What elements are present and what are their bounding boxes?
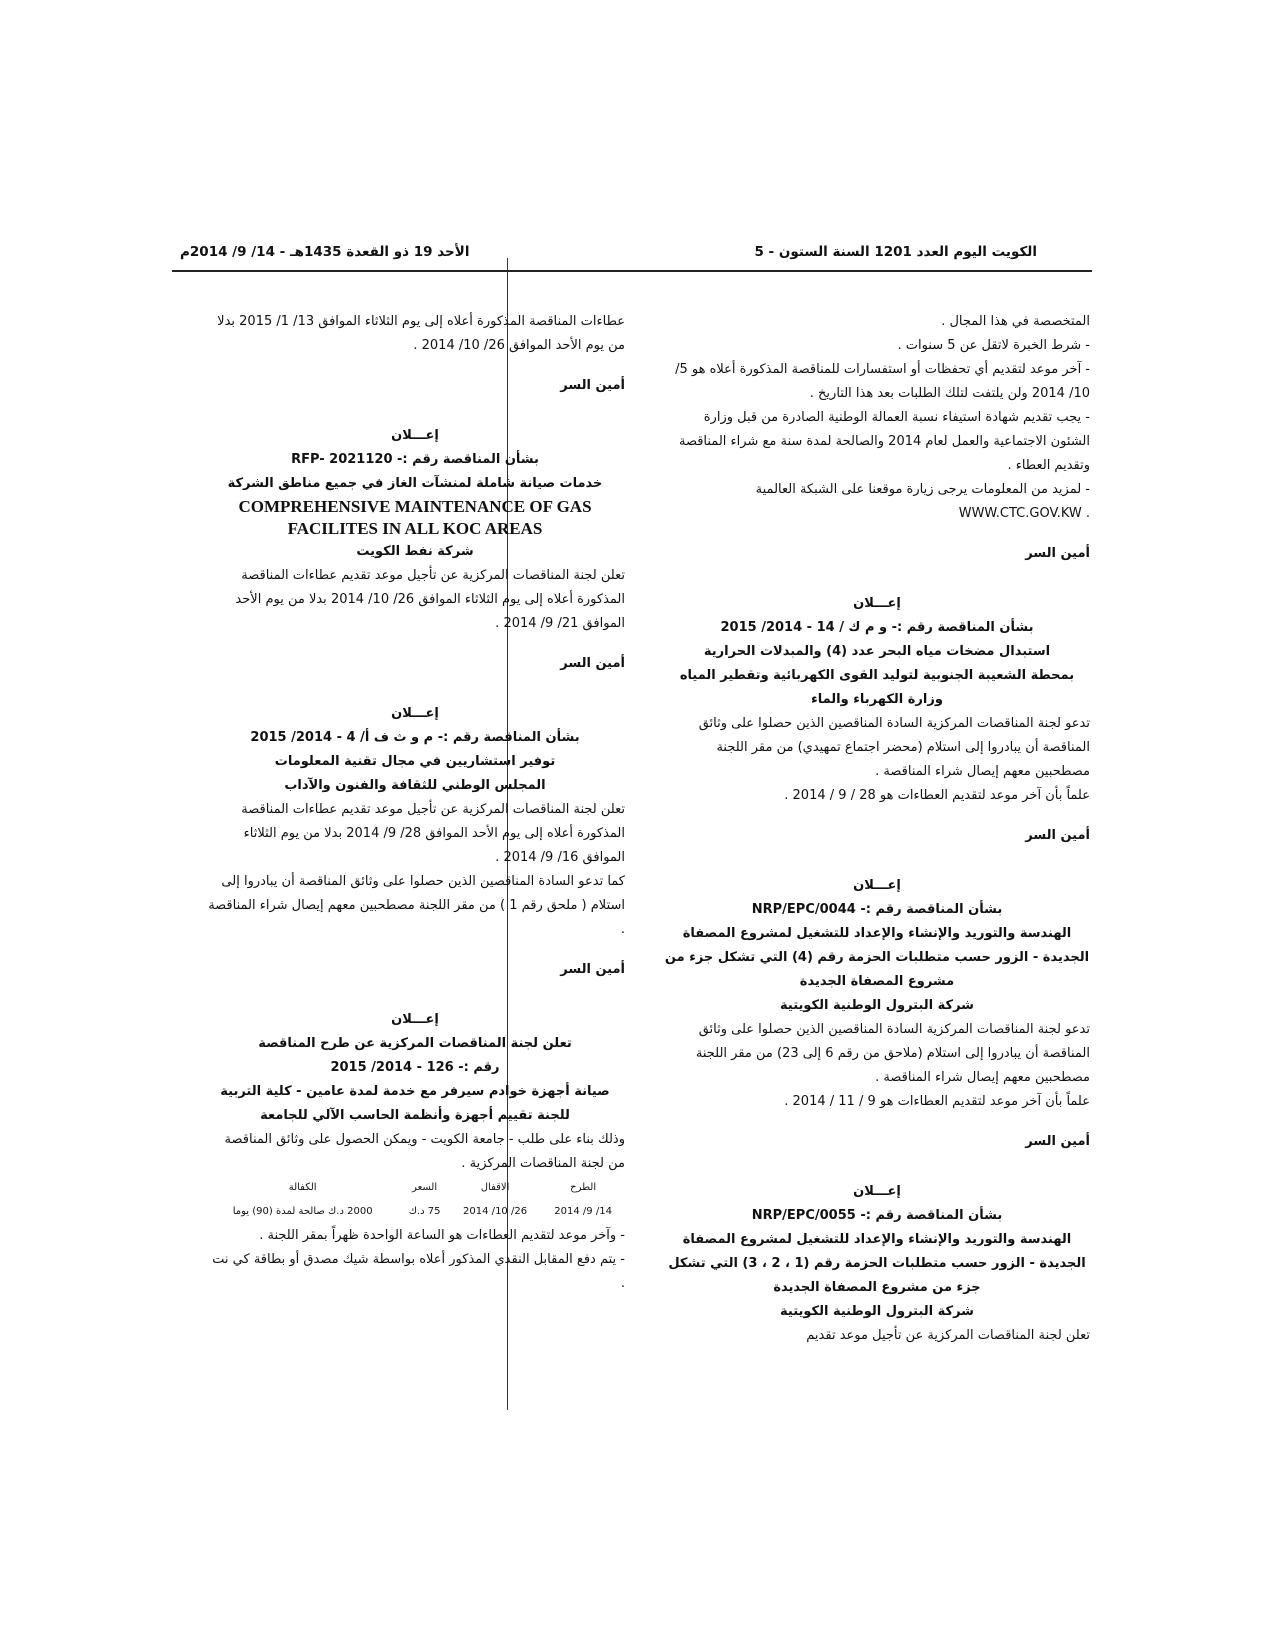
table-cell: 75 د.ك <box>408 1206 441 1217</box>
tender-reference: رقم :- 126 - 2014/ 2015 <box>330 1060 500 1075</box>
table-header: الكفالة <box>288 1182 317 1193</box>
table-row <box>205 1200 625 1224</box>
intro-line: - يجب تقديم شهادة استيفاء نسبة العمالة الوطنية الصادرة من قبل وزارة الشئون الاجتماعية والعمل لعام 2014 والصالحة لمدة سنة مع شراء المناقصة وتقديم العطاء . <box>678 410 1090 473</box>
tender-title: للجنة تقييم أجهزة وأنظمة الحاسب الآلي للجامعة <box>260 1108 570 1123</box>
intro-line: المتخصصة في هذا المجال . <box>941 314 1090 329</box>
website-link: WWW.CTC.GOV.KW . <box>958 506 1090 521</box>
tender-details-table <box>205 1176 625 1224</box>
tender-title-english: COMPREHENSIVE MAINTENANCE OF GAS <box>238 497 592 516</box>
announcement-note: - يتم دفع المقابل النقدي المذكور أعلاه بواسطة شيك مصدق أو بطاقة كي نت . <box>212 1252 625 1291</box>
table-header: الاقفال <box>480 1182 510 1193</box>
announcement-body: تدعو لجنة المناقصات المركزية السادة المناقصين الذين حصلوا على وثائق المناقصة أن يبادروا إلى استلام (محضر اجتماع تمهيدي) من مقر اللجنة مصطحبين معهم إيصال شراء المناقصة . <box>698 716 1090 779</box>
tender-title: استبدال مضخات مياه البحر عدد (4) والمبدلات الحرارية <box>703 644 1051 659</box>
intro-line: - آخر موعد لتقديم أي تحفظات أو استفسارات للمناقصة المذكورة أعلاه هو 5/ 10/ 2014 ولن يلتفت لتلك الطلبات بعد هذا التاريخ . <box>675 362 1090 401</box>
signature: أمين السر <box>1025 828 1090 843</box>
announcement-heading: إعـــلان <box>391 428 439 443</box>
intro-line: - لمزيد من المعلومات يرجى زيارة موقعنا على الشبكة العالمية <box>755 482 1090 497</box>
announcement <box>205 424 625 636</box>
tender-title: الهندسة والتوريد والإنشاء والإعداد للتشغيل لمشروع المصفاة الجديدة - الزور حسب متطلبات الحزمة رقم (4) التي تشكل جزء من مشروع المصفاة الجديدة <box>664 926 1090 989</box>
header-rule <box>172 270 1092 272</box>
signature: أمين السر <box>560 962 625 977</box>
tender-reference: بشأن المناقصة رقم :- NRP/EPC/0055 <box>751 1208 1003 1223</box>
announcement-heading: إعـــلان <box>853 1184 901 1199</box>
announcement <box>664 592 1090 808</box>
tender-entity: شركة البترول الوطنية الكويتية <box>780 1304 974 1319</box>
tender-title: توفير استشاريين في مجال تقنية المعلومات <box>274 754 556 769</box>
tender-reference: بشأن المناقصة رقم :- و م ك / 14 - 2014/ 2015 <box>720 620 1034 635</box>
announcement-heading: إعـــلان <box>391 706 439 721</box>
announcement-body: وذلك بناء على طلب - جامعة الكويت - ويمكن الحصول على وثائق المناقصة من لجنة المناقصات المركزية . <box>224 1132 625 1171</box>
tender-reference: بشأن المناقصة رقم :- م و ث ف أ/ 4 - 2014/ 2015 <box>250 730 580 745</box>
announcement-heading: إعـــلان <box>853 878 901 893</box>
signature: أمين السر <box>560 378 625 393</box>
announcement-body: تعلن لجنة المناقصات المركزية عن تأجيل موعد تقديم عطاءات المناقصة المذكورة أعلاه إلى يوم الثلاثاء الموافق 26/ 10/ 2014 بدلا من يوم الأحد الموافق 21/ 9/ 2014 . <box>235 568 625 631</box>
announcement-body: كما تدعو السادة المناقصين الذين حصلوا على وثائق المناقصة أن يبادروا إلى استلام ( ملحق رقم 1 ) من مقر اللجنة مصطحبين معهم إيصال شراء المناقصة . <box>208 874 625 937</box>
tender-entity: وزارة الكهرباء والماء <box>811 692 943 707</box>
tender-reference: بشأن المناقصة رقم :- RFP- 2021120 <box>291 452 539 467</box>
table-cell: 14/ 9/ 2014 <box>554 1206 612 1217</box>
right-column <box>664 310 1090 1348</box>
tender-title: خدمات صيانة شاملة لمنشآت الغاز في جميع مناطق الشركة <box>227 476 603 491</box>
announcement-note: علماً بأن آخر موعد لتقديم العطاءات هو 9 / 11 / 2014 . <box>784 1094 1090 1109</box>
announcement-note: - وآخر موعد لتقديم العطاءات هو الساعة الواحدة ظهراً بمقر اللجنة . <box>259 1228 625 1243</box>
tender-title: صيانة أجهزة خوادم سيرفر مع خدمة لمدة عامين - كلية التربية <box>220 1084 610 1099</box>
table-header-row <box>205 1176 625 1200</box>
tender-title: الهندسة والتوريد والإنشاء والإعداد للتشغيل لمشروع المصفاة الجديدة - الزور حسب متطلبات الحزمة رقم (1 ، 2 ، 3) التي تشكل جزء من مشروع المصفاة الجديدة <box>668 1232 1086 1295</box>
table-cell: 2000 د.ك صالحة لمدة (90) يوما <box>232 1206 373 1217</box>
announcement <box>205 702 625 942</box>
signature: أمين السر <box>1025 1134 1090 1149</box>
signature: أمين السر <box>1025 546 1090 561</box>
intro-line: - شرط الخبرة لاتقل عن 5 سنوات . <box>897 338 1090 353</box>
announcement <box>664 1180 1090 1348</box>
tender-entity: شركة نفط الكويت <box>356 544 474 559</box>
announcement-body: تعلن لجنة المناقصات المركزية عن تأجيل موعد تقديم <box>806 1328 1090 1343</box>
announcement <box>664 874 1090 1114</box>
announcement <box>205 1008 625 1296</box>
tender-title: بمحطة الشعيبة الجنوبية لتوليد القوى الكهربائية وتقطير المياه <box>679 668 1075 683</box>
left-column <box>205 310 625 1296</box>
announcement-body: تدعو لجنة المناقصات المركزية السادة المناقصين الذين حصلوا على وثائق المناقصة أن يبادروا إلى استلام (ملاحق من رقم 6 إلى 23) من مقر اللجنة مصطحبين معهم إيصال شراء المناقصة . <box>695 1022 1090 1085</box>
tender-title-english: FACILITES IN ALL KOC AREAS <box>287 519 543 538</box>
signature: أمين السر <box>560 656 625 671</box>
table-header: السعر <box>412 1182 438 1193</box>
announcement-heading: إعـــلان <box>391 1012 439 1027</box>
continued-text: عطاءات المناقصة المذكورة أعلاه إلى يوم الثلاثاء الموافق 13/ 1/ 2015 بدلا من يوم الأحد الموافق 26/ 10/ 2014 . <box>217 314 625 353</box>
announcement-body: تعلن لجنة المناقصات المركزية عن تأجيل موعد تقديم عطاءات المناقصة المذكورة أعلاه إلى يوم الأحد الموافق 28/ 9/ 2014 بدلا من يوم الثلاثاء الموافق 16/ 9/ 2014 . <box>241 802 625 865</box>
table-header: الطرح <box>570 1182 597 1193</box>
tender-entity: المجلس الوطني للثقافة والفنون والآداب <box>284 778 546 793</box>
announcement-heading: إعـــلان <box>853 596 901 611</box>
tender-entity: شركة البترول الوطنية الكويتية <box>780 998 974 1013</box>
announcement-note: علماً بأن آخر موعد لتقديم العطاءات هو 28 / 9 / 2014 . <box>784 788 1090 803</box>
page-header-left: الأحد 19 ذو القعدة 1435هـ - 14/ 9/ 2014م <box>180 244 470 260</box>
tender-reference: بشأن المناقصة رقم :- NRP/EPC/0044 <box>751 902 1003 917</box>
table-cell: 26/ 10/ 2014 <box>463 1206 528 1217</box>
page-header-right: الكويت اليوم العدد 1201 السنة الستون - 5 <box>754 244 1037 260</box>
announcement-intro: تعلن لجنة المناقصات المركزية عن طرح المناقصة <box>258 1036 572 1051</box>
